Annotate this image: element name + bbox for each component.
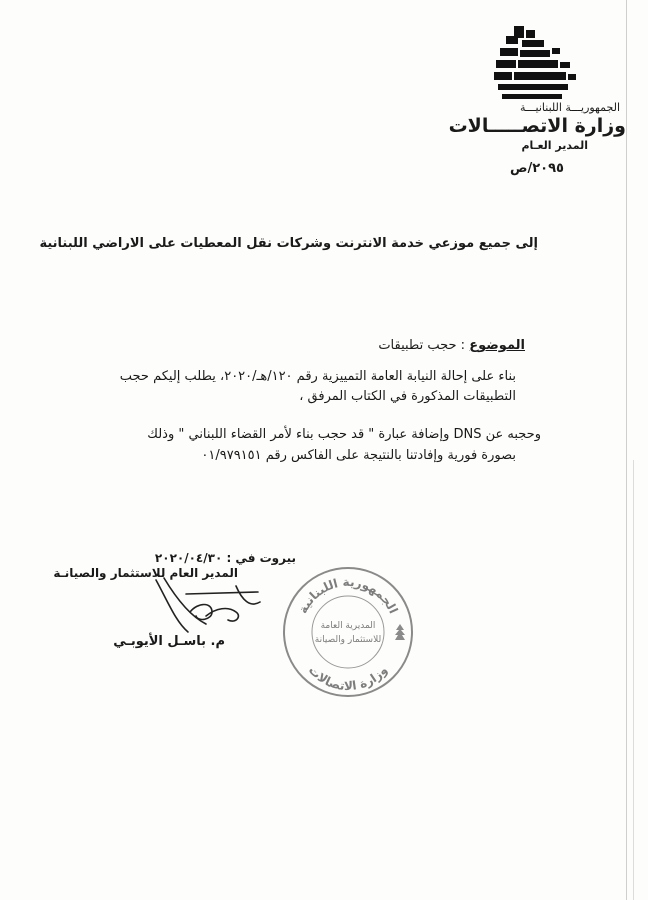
signatory-name: م. باسـل الأيوبـي: [113, 634, 225, 649]
subject-text: حجب تطبيقات: [378, 338, 457, 353]
stamp-outer-bottom-text: وزارة الاتصالات: [305, 662, 391, 694]
ministry-logo-icon: [492, 22, 582, 104]
stamp-cedar-icon: [395, 624, 405, 640]
signature-icon: [146, 572, 266, 642]
ministry-name: وزارة الاتصـــــالات: [448, 115, 626, 137]
subject-label: الموضوع: [469, 338, 525, 353]
body-paragraph-2-line-2: بصورة فورية وإفادتنا بالنتيجة على الفاكس رقم ٠١/٩٧٩١٥١: [201, 448, 516, 463]
stamp-inner-line-1: المديرية العامة: [320, 621, 376, 631]
signatory-title: المدير العام للاستثمار والصيانـة: [53, 566, 238, 580]
body-paragraph-1-line-2: التطبيقات المذكورة في الكتاب المرفق ،: [299, 389, 516, 404]
body-paragraph-2-line-1: وحجبه عن DNS وإضافة عبارة " قد حجب بناء لأمر القضاء اللبناني " وذلك: [147, 427, 541, 442]
date-line: بيروت في : ۲۰۲۰/۰٤/۳۰: [154, 551, 296, 565]
reference-number: ۲۰۹٥/ص: [510, 161, 564, 176]
official-stamp-icon: [280, 564, 416, 700]
subject-line: [378, 338, 525, 353]
stamp-outer-top-text: الجمهورية اللبنانية: [295, 574, 401, 616]
recipient-line: إلى جميع موزعي خدمة الانترنت وشركات نقل المعطيات على الاراضي اللبنانية: [39, 236, 538, 251]
subject-separator: :: [456, 338, 470, 353]
department-name: المدير العـام: [521, 139, 588, 152]
body-paragraph-1-line-1: بناء على إحالة النيابة العامة التمييزية رقم ۱۲۰/هـ/۲۰۲۰، يطلب إليكم حجب: [119, 369, 516, 384]
scan-edge-line: [626, 0, 627, 900]
republic-name: الجمهوريـــة اللبنانيـــة: [519, 101, 620, 114]
scan-edge-line-secondary: [633, 460, 634, 900]
svg-text:الجمهورية اللبنانية: [296, 575, 401, 616]
stamp-inner-line-2: للاستثمار والصيانة: [314, 635, 382, 645]
